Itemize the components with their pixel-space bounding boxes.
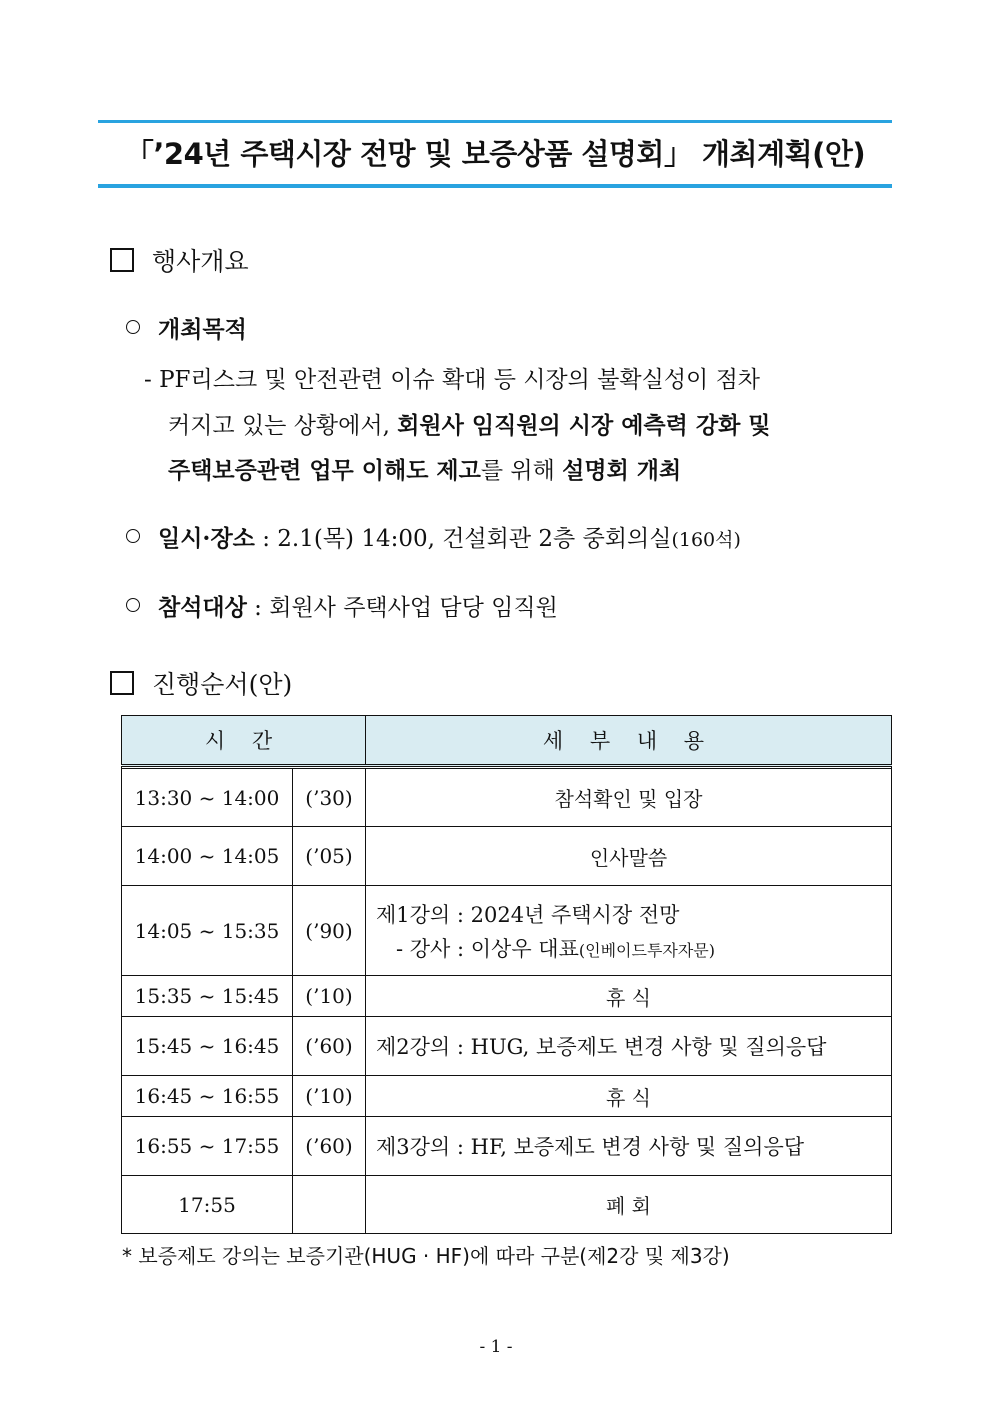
row-duration: (’10) [293,976,366,1017]
row-duration: (’05) [293,827,366,886]
row-detail: 휴 식 [366,1076,892,1117]
purpose-item [126,311,247,344]
purpose-line-1 [144,358,896,403]
row-detail: 제2강의 : HUG, 보증제도 변경 사항 및 질의응답 [366,1017,892,1076]
table-row [122,827,892,886]
purpose-text-2-bold: 회원사 임직원의 시장 예측력 강화 및 [397,412,771,439]
section-heading-program [110,665,292,701]
datetime-label: 일시·장소 [158,525,255,552]
datetime-seats: (160석) [671,529,741,551]
attendees-label: 참석대상 [158,594,247,621]
title-bottom-rule [98,184,892,188]
row-detail: 휴 식 [366,976,892,1017]
table-row [122,1117,892,1176]
row-time: 17:55 [122,1176,293,1234]
purpose-text-3: 를 위해 [480,458,563,484]
purpose-text-3-bold-2: 설명회 개최 [562,457,682,484]
purpose-line-3 [168,448,681,494]
table-row [122,976,892,1017]
row-duration: (’60) [293,1117,366,1176]
circle-bullet-icon [126,320,140,334]
table-row [122,769,892,827]
attendees-item [126,589,558,622]
document-title: 「’24년 주택시장 전망 및 보증상품 설명회」 개최계획(안) [124,137,866,171]
row-detail [366,886,892,976]
section-heading-text: 행사개요 [152,247,249,276]
datetime-item [126,520,741,553]
title-banner [98,120,892,188]
speaker-org: (인베이드투자자문) [578,940,716,960]
checkbox-square-icon [110,671,134,695]
footnote: * 보증제도 강의는 보증기관(HUG · HF)에 따라 구분(제2강 및 제3강) [122,1244,730,1268]
page-number: - 1 - [479,1337,513,1357]
row-detail: 참석확인 및 입장 [366,769,892,827]
title-top-rule [98,120,892,123]
datetime-value: : 2.1(목) 14:00, 건설회관 2층 중회의실 [254,526,672,552]
row-duration: (’30) [293,769,366,827]
table-row [122,1076,892,1117]
table-row [122,886,892,976]
table-row [122,1017,892,1076]
attendees-value: : 회원사 주택사업 담당 임직원 [246,595,558,621]
circle-bullet-icon [126,598,140,612]
row-detail: 폐 회 [366,1176,892,1234]
row-time: 16:45 ~ 16:55 [122,1076,293,1117]
row-time: 15:35 ~ 15:45 [122,976,293,1017]
purpose-label: 개최목적 [158,316,247,343]
lecture-title: 제1강의 : 2024년 주택시장 전망 [376,902,680,927]
row-duration [293,1176,366,1234]
purpose-text-1: - PF리스크 및 안전관련 이슈 확대 등 시장의 불확실성이 점차 [144,367,761,393]
header-time: 시 간 [122,716,366,766]
row-duration: (’10) [293,1076,366,1117]
purpose-text-3-bold: 주택보증관련 업무 이해도 제고 [168,457,481,484]
speaker-text: - 강사 : 이상우 대표 [396,936,579,961]
row-time: 14:05 ~ 15:35 [122,886,293,976]
section-heading-overview [110,242,249,278]
checkbox-square-icon [110,248,134,272]
row-duration: (’60) [293,1017,366,1076]
lecture-speaker [376,933,891,963]
row-detail: 인사말씀 [366,827,892,886]
table-row [122,1176,892,1234]
table-header-row [122,716,892,766]
purpose-line-2 [168,403,771,449]
header-detail: 세 부 내 용 [366,716,892,766]
section-heading-text: 진행순서(안) [152,670,293,699]
program-table [121,715,892,1234]
row-time: 14:00 ~ 14:05 [122,827,293,886]
row-duration: (’90) [293,886,366,976]
row-detail: 제3강의 : HF, 보증제도 변경 사항 및 질의응답 [366,1117,892,1176]
row-time: 13:30 ~ 14:00 [122,769,293,827]
row-time: 15:45 ~ 16:45 [122,1017,293,1076]
row-time: 16:55 ~ 17:55 [122,1117,293,1176]
purpose-text-2: 커지고 있는 상황에서, [168,413,398,439]
circle-bullet-icon [126,529,140,543]
